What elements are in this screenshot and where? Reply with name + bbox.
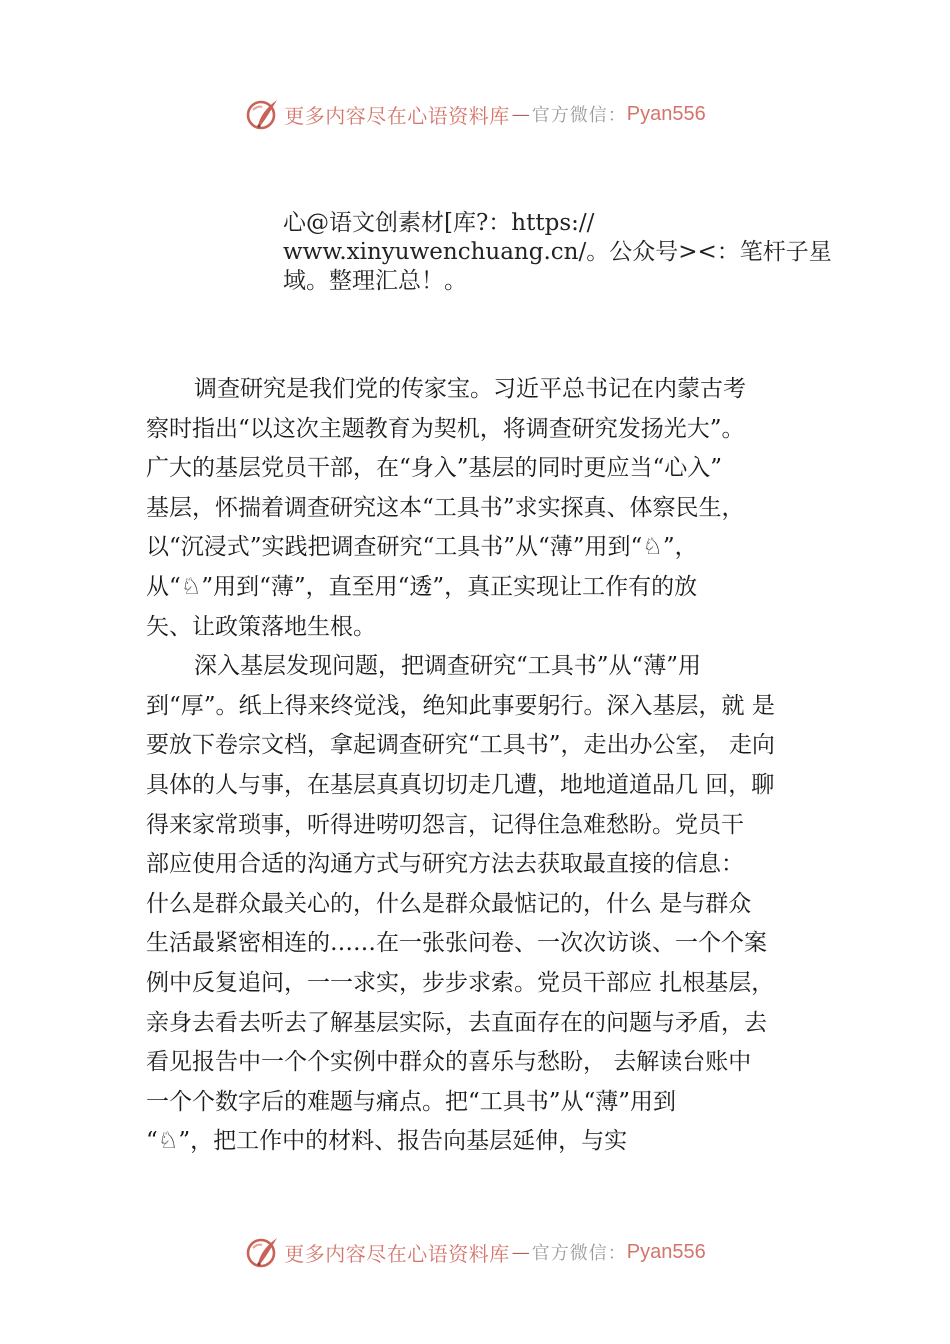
banner-wechat-label: 官方微信：: [531, 105, 627, 126]
source-note-line: 心@语文创素材[库?：https://: [283, 210, 595, 236]
article-line: 生活最紧密相连的……在一张张问卷、一次次访谈、一个个案: [146, 930, 767, 957]
article-line: 具体的人与事，在基层真真切切走几遭，地地道道品几 回，聊: [146, 771, 775, 798]
article-line: 一个个数字后的难题与痛点。把“工具书”从“薄”用到: [146, 1088, 677, 1115]
banner-main-text: 更多内容尽在心语资料库: [284, 1241, 510, 1266]
article-line: 到“厚”。纸上得来终觉浅，绝知此事要躬行。深入基层，就 是: [146, 692, 775, 719]
article-line: 部应使用合适的沟通方式与研究方法去获取最直接的信息：: [146, 851, 744, 878]
source-note-line: 域。整理汇总！。: [283, 268, 467, 294]
banner-text: [284, 100, 705, 129]
article-line: 深入基层发现问题，把调查研究“工具书”从“薄”用: [194, 653, 702, 680]
article-line: 例中反复追问，一一求实，步步求索。党员干部应 扎根基层，: [146, 969, 775, 996]
banner-separator: —: [511, 103, 530, 125]
banner-wechat-id: Pyan556: [626, 102, 706, 125]
article-line: 亲身去看去听去了解基层实际，去直面存在的问题与矛盾，去: [146, 1009, 767, 1036]
banner-text: [284, 1238, 705, 1267]
banner-wechat-label: 官方微信：: [531, 1243, 627, 1264]
header-banner: [0, 94, 950, 134]
article-line: 看见报告中一个个实例中群众的喜乐与愁盼， 去解读台账中: [146, 1049, 752, 1076]
article-line: 察时指出“以这次主题教育为契机，将调查研究发扬光大”。: [146, 415, 745, 442]
article-line: 广大的基层党员干部，在“身入”基层的同时更应当“心入”: [146, 455, 723, 482]
quill-circle-logo-icon: [244, 96, 280, 132]
article-line: 基层，怀揣着调查研究这本“工具书”求实探真、体察民生，: [146, 494, 745, 521]
quill-circle-logo-icon: [244, 1234, 280, 1270]
article-line: “♘”，把工作中的材料、报告向基层延伸，与实: [146, 1128, 628, 1155]
source-note: [283, 209, 832, 296]
footer-banner: [0, 1232, 950, 1272]
article-line: 什么是群众最关心的，什么是群众最惦记的，什么 是与群众: [146, 890, 752, 917]
article-line: 调查研究是我们党的传家宝。习近平总书记在内蒙古考: [194, 376, 746, 402]
source-note-line: www.xinyuwenchuang.cn/。公众号><：笔杆子星: [283, 239, 832, 265]
banner-separator: —: [511, 1241, 530, 1263]
article-line: 从“♘”用到“薄”，直至用“透”，真正实现让工作有的放: [146, 573, 698, 600]
article-body: [146, 370, 830, 1162]
article-line: 矢、让政策落地生根。: [146, 613, 376, 640]
article-line: 得来家常琐事，听得进唠叨怨言，记得住急难愁盼。党员干: [146, 811, 744, 838]
banner-wechat-id: Pyan556: [626, 1240, 706, 1263]
article-line: 以“沉浸式”实践把调查研究“工具书”从“薄”用到“♘”，: [146, 534, 698, 561]
banner-main-text: 更多内容尽在心语资料库: [284, 103, 510, 128]
article-line: 要放下卷宗文档，拿起调查研究“工具书”，走出办公室， 走向: [146, 732, 775, 759]
